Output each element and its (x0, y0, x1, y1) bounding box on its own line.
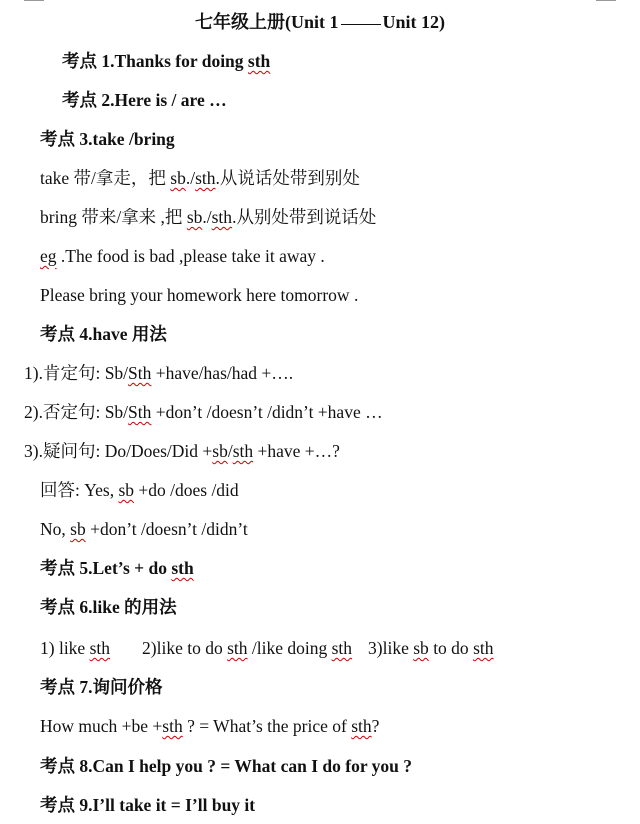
point-5-heading: 考点 5.Let’s + do sth (40, 558, 194, 578)
like-usage-2: 2)like to do sth /like doing sth (142, 638, 353, 658)
take-definition: take 带/拿走，把 sb./sth.从说话处带到别处 (40, 168, 360, 188)
title-blank-line (341, 24, 381, 25)
answer-no: No, sb +don’t /doesn’t /didn’t (40, 519, 248, 539)
point-7-heading: 考点 7.询问价格 (40, 677, 163, 697)
price-question: How much +be +sth ? = What’s the price of sth? (40, 716, 380, 736)
point-8-heading: 考点 8.Can I help you ? = What can I do for you ? (40, 756, 413, 776)
page-corner-mark-right (596, 0, 616, 1)
like-usages (40, 637, 494, 659)
example-bring: Please bring your homework here tomorrow . (40, 285, 359, 305)
have-affirmative: 1).肯定句: Sb/Sth +have/has/had +…. (24, 363, 294, 383)
like-usage-1: 1) like sth (40, 638, 111, 658)
point-4-heading: 考点 4.have 用法 (40, 324, 167, 344)
point-1-heading: 考点 1.Thanks for doing sth (62, 51, 271, 71)
bring-definition: bring 带来/拿来 ,把 sb./sth.从别处带到说话处 (40, 207, 377, 227)
page-corner-mark-left (24, 0, 44, 1)
answer-yes: 回答: Yes, sb +do /does /did (40, 480, 239, 500)
example-take: eg .The food is bad ,please take it away . (40, 246, 325, 266)
point-6-heading: 考点 6.like 的用法 (40, 597, 177, 617)
point-3-heading: 考点 3.take /bring (40, 129, 175, 149)
title-right: Unit 12) (382, 12, 445, 32)
point-2-heading: 考点 2.Here is / are … (62, 90, 227, 110)
like-usage-3: 3)like sb to do sth (368, 638, 494, 658)
have-negative: 2).否定句: Sb/Sth +don’t /doesn’t /didn’t +have … (24, 402, 383, 422)
title-left: 七年级上册(Unit 1 (195, 12, 339, 32)
document-title (0, 8, 640, 34)
have-question: 3).疑问句: Do/Does/Did +sb/sth +have +…? (24, 441, 340, 461)
point-9-heading: 考点 9.I’ll take it = I’ll buy it (40, 795, 256, 815)
